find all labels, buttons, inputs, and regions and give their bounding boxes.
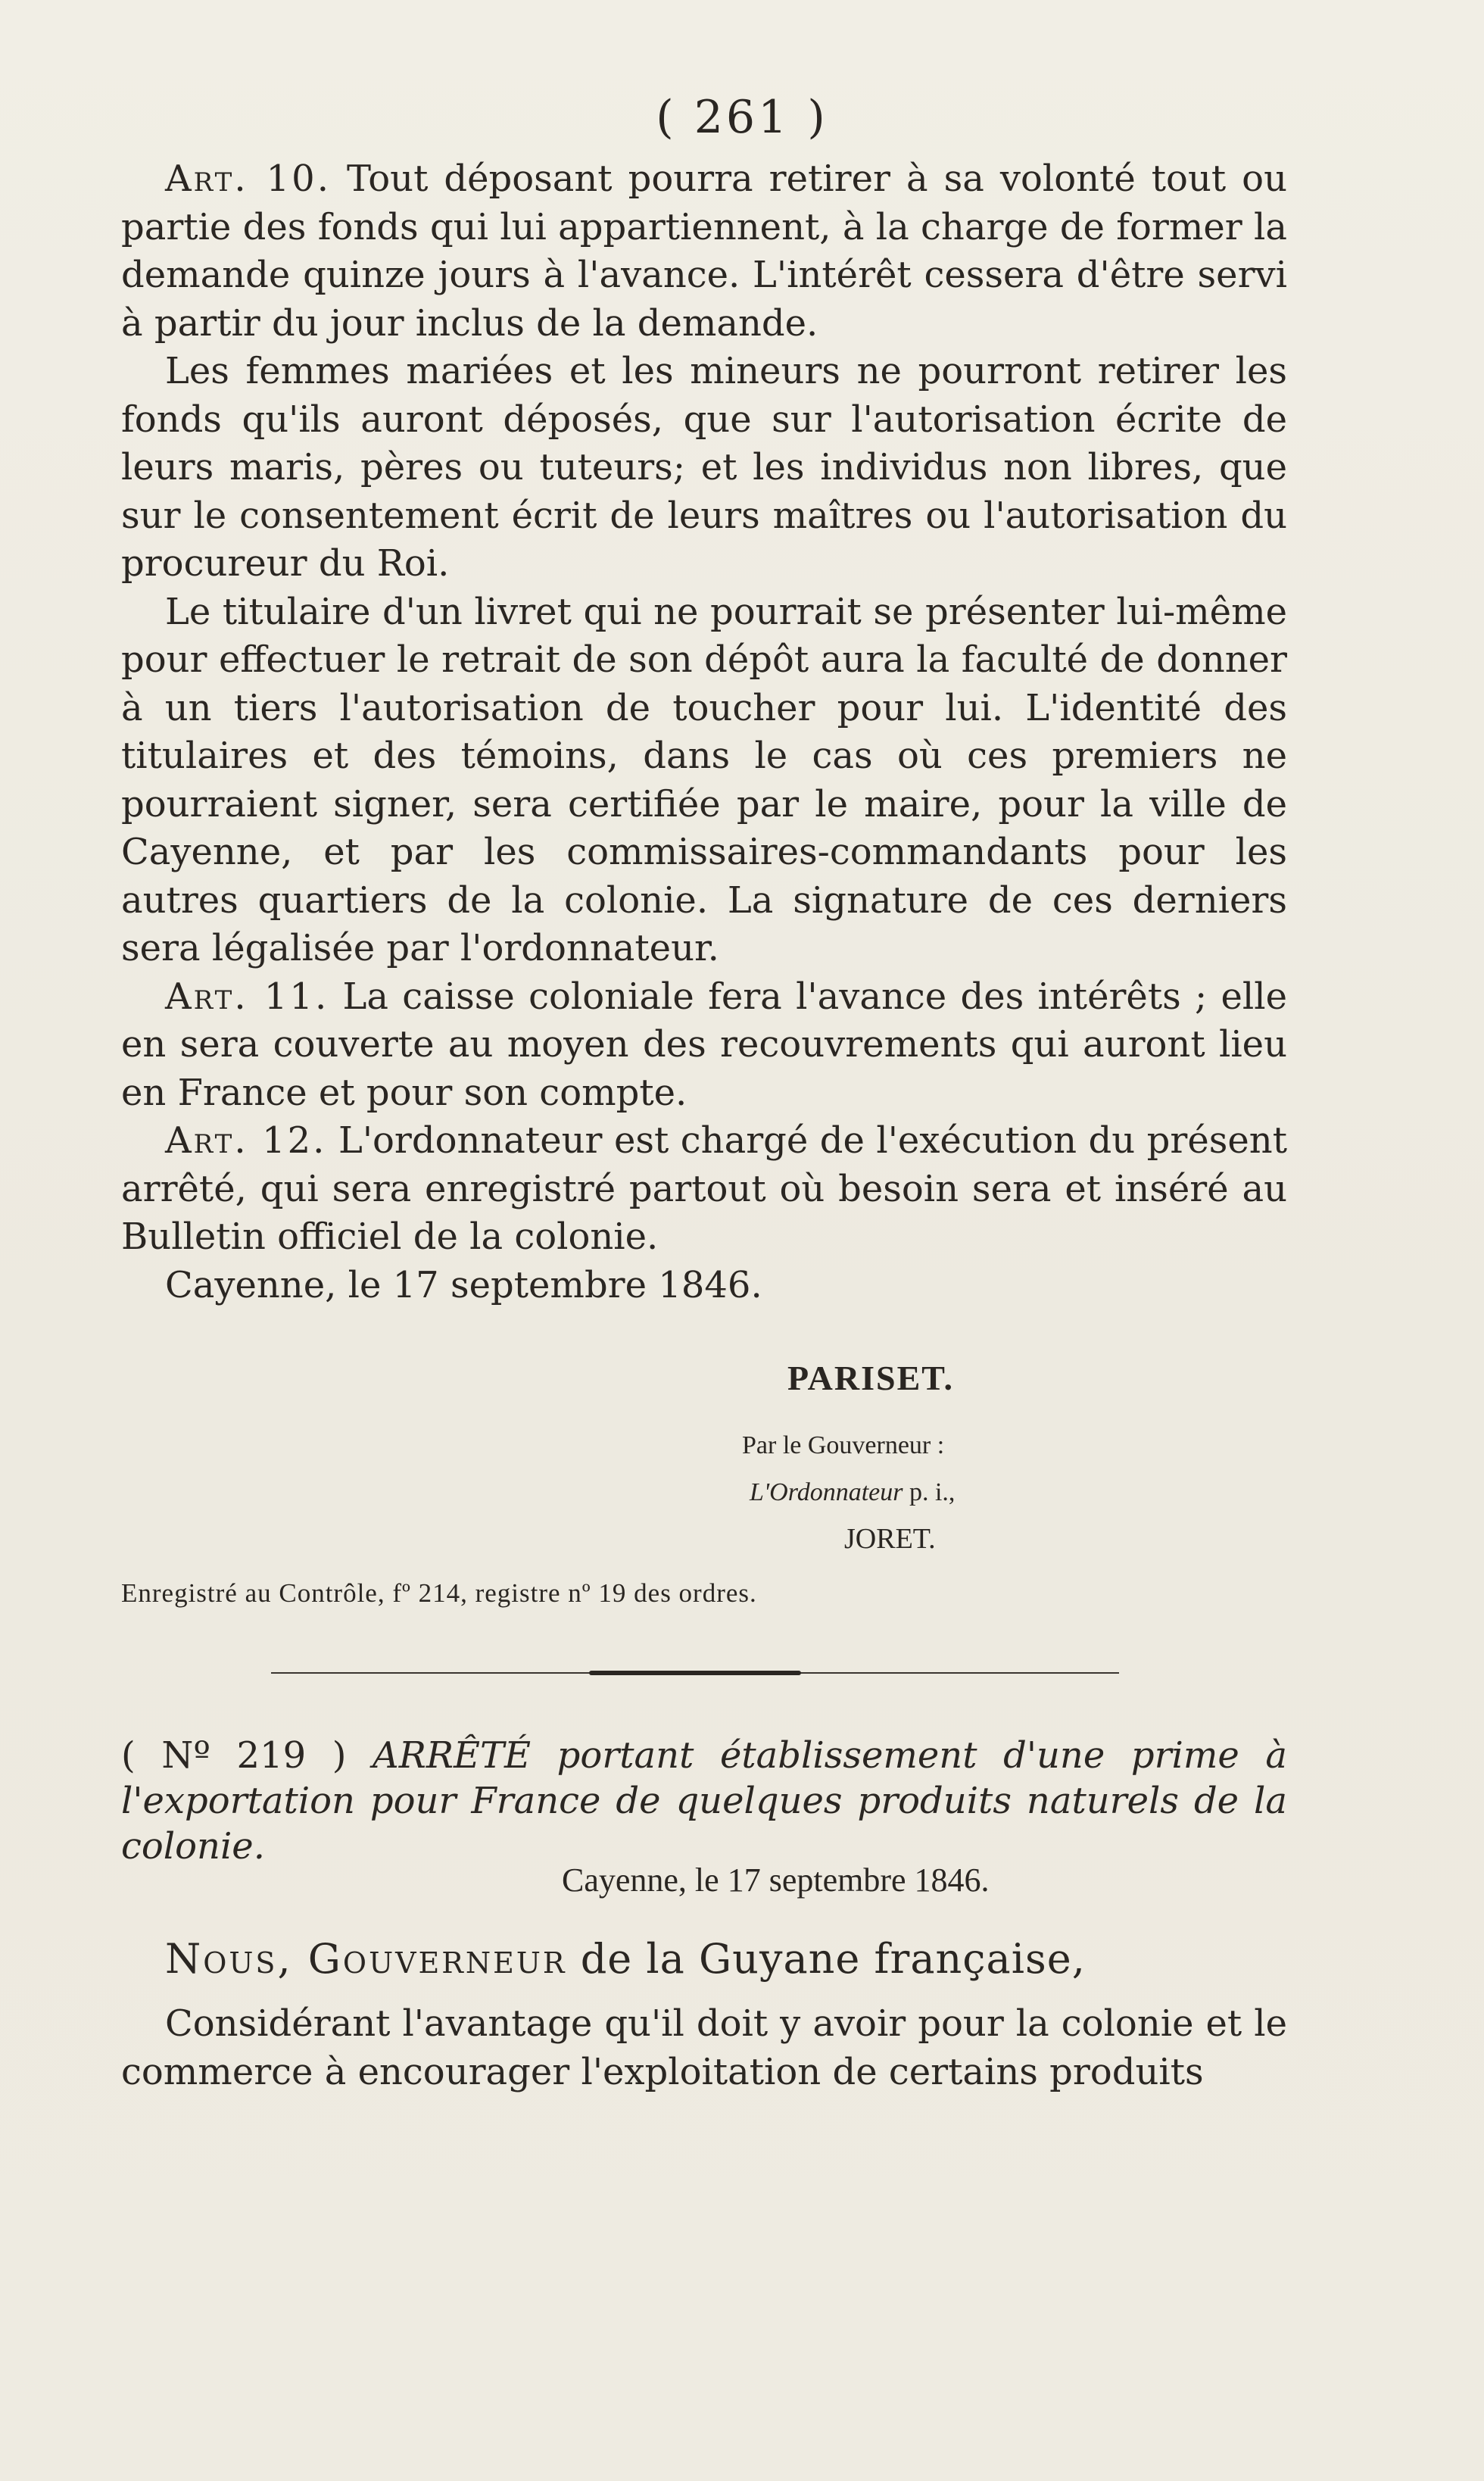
- date-line: Cayenne, le 17 septembre 1846.: [165, 1263, 762, 1306]
- registration-note: Enregistré au Contrôle, fº 214, registre nº 19 des ordres.: [121, 1578, 757, 1608]
- decree-title: ARRÊTÉ portant établissement d'une prime à l'exportation pour France de quelques produits naturels de la colonie.: [121, 1734, 1288, 1868]
- article-10: [121, 155, 1287, 348]
- decree-date: Cayenne, le 17 septembre 1846.: [562, 1862, 990, 1899]
- paragraph-femmes: Les femmes mariées et les mineurs ne pourront retirer les fonds qu'ils auront déposés, que sur l'autorisation écrite de leurs maris, pères ou tuteurs; et les individus non libres, que sur le consentement écrit de leurs maîtres ou l'autorisation du procureur du Roi.: [121, 350, 1287, 585]
- article-11: [121, 973, 1287, 1118]
- article-11-label: Art. 11.: [165, 975, 329, 1018]
- ordonnateur-suffix: p. i.,: [909, 1478, 956, 1506]
- divider-thick-line: [589, 1671, 801, 1675]
- article-11-text: La caisse coloniale fera l'avance des intérêts ; elle en sera couverte au moyen des recouvrements qui auront lieu en France et pour son compte.: [121, 975, 1288, 1114]
- article-12-text: L'ordonnateur est chargé de l'exécution du présent arrêté, qui sera enregistré partout où besoin sera et inséré au Bulletin officiel de la colonie.: [121, 1119, 1287, 1258]
- body-text-upper: [121, 155, 1287, 1309]
- section-divider: [271, 1671, 1119, 1675]
- considerant-text: Considérant l'avantage qu'il doit y avoir pour la colonie et le commerce à encourager l'exploitation de certains produits: [121, 2002, 1287, 2093]
- decree-number: ( Nº 219 ): [121, 1734, 347, 1777]
- signature-pariset: PARISET.: [787, 1359, 955, 1397]
- nous-gouverneur-line: [165, 1935, 1286, 1983]
- ordonnateur-name: JORET.: [844, 1523, 936, 1555]
- ordonnateur-role: L'Ordonnateur: [750, 1478, 903, 1506]
- article-10-text: Tout déposant pourra retirer à sa volonté tout ou partie des fonds qui lui appartiennent, à la charge de former la demande quinze jours à l'avance. L'intérêt cessera d'être servi à partir du jour inclus de la demande.: [121, 158, 1287, 345]
- par-le-gouverneur: Par le Gouverneur :: [742, 1431, 945, 1459]
- ordonnateur-line: [750, 1478, 955, 1507]
- nous-gouverneur-suffix: de la Guyane française,: [580, 1935, 1086, 1983]
- article-10-label: Art. 10.: [165, 158, 331, 200]
- nous-gouverneur-prefix: Nous, Gouverneur: [165, 1935, 567, 1983]
- considerant-block: [121, 1999, 1287, 2096]
- article-12-label: Art. 12.: [165, 1119, 327, 1162]
- page-number: ( 261 ): [656, 91, 828, 144]
- paragraph-titulaire: Le titulaire d'un livret qui ne pourrait se présenter lui-même pour effectuer le retrait de son dépôt aura la faculté de donner à un tiers l'autorisation de toucher pour lui. L'identité des titulaires et des témoins, dans le cas où ces premiers ne pourraient signer, sera certifiée par le maire, pour la ville de Cayenne, et par les commissaires-commandants pour les autres quartiers de la colonie. La signature de ces derniers sera légalisée par l'ordonnateur.: [121, 590, 1287, 969]
- decree-heading: [121, 1733, 1287, 1869]
- article-12: [121, 1117, 1287, 1262]
